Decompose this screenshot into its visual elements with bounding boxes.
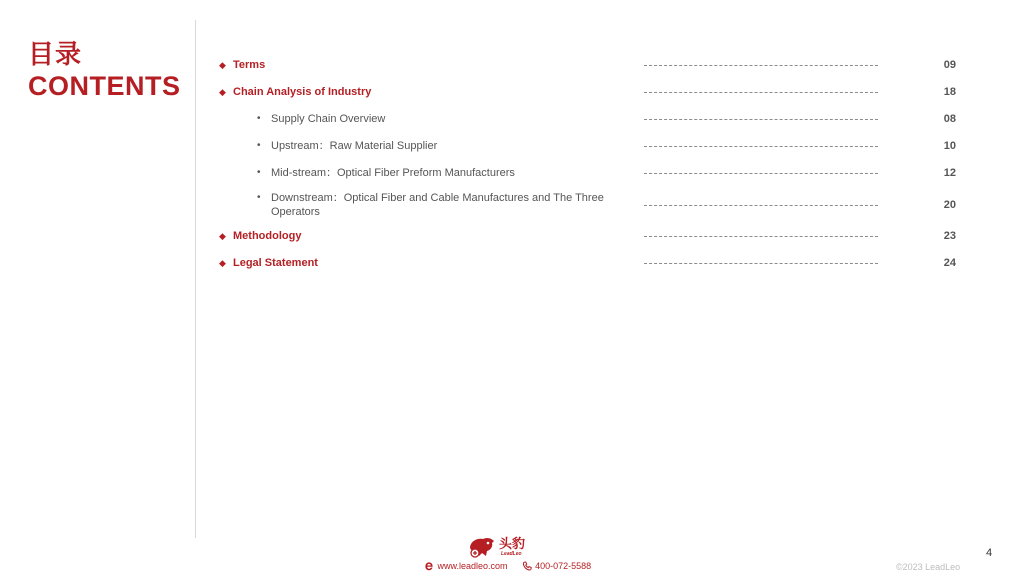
dotted-leader [644, 263, 878, 264]
dotted-leader [644, 119, 878, 120]
copyright-notice: ©2023 LeadLeo [896, 562, 961, 572]
toc-entry-label: Terms [233, 59, 266, 71]
toc-entry-label: Legal Statement [233, 257, 318, 269]
toc-page-number: 24 [943, 257, 956, 269]
toc-entry-label: Mid-stream：Optical Fiber Preform Manufacturers [271, 167, 515, 179]
phone-number: 400-072-5588 [535, 561, 592, 571]
toc-entry-label: Chain Analysis of Industry [233, 86, 372, 98]
toc-page-number: 08 [943, 113, 956, 125]
title-english: CONTENTS [28, 71, 181, 101]
round-bullet-icon: • [257, 192, 261, 203]
phone-icon [522, 560, 532, 572]
dotted-leader [644, 92, 878, 93]
round-bullet-icon: • [257, 140, 261, 151]
toc-page-number: 18 [943, 86, 956, 98]
toc-page-number: 20 [943, 199, 956, 211]
dotted-leader [644, 65, 878, 66]
round-bullet-icon: • [257, 167, 261, 178]
title-chinese: 目录 [28, 39, 83, 69]
toc-page-number: 23 [943, 230, 956, 242]
toc-page-number: 12 [943, 167, 956, 179]
leopard-logo-icon [468, 535, 496, 559]
round-bullet-icon: • [257, 113, 261, 124]
website-link[interactable]: www.leadleo.com [437, 561, 508, 571]
dotted-leader [644, 173, 878, 174]
toc-page-number: 10 [943, 140, 956, 152]
dotted-leader [644, 236, 878, 237]
diamond-bullet-icon: ◆ [219, 231, 226, 241]
toc-entry-label: Methodology [233, 230, 302, 242]
brand-name-english: LeadLeo [501, 551, 522, 557]
dotted-leader [644, 205, 878, 206]
toc-entry-label: Supply Chain Overview [271, 113, 386, 125]
web-e-icon [424, 560, 434, 572]
leadleo-logo [468, 535, 532, 561]
page-number: 4 [986, 547, 993, 559]
diamond-bullet-icon: ◆ [219, 258, 226, 268]
dotted-leader [644, 146, 878, 147]
toc-entry-label: Upstream：Raw Material Supplier [271, 140, 438, 152]
toc-page-number: 09 [943, 59, 956, 71]
diamond-bullet-icon: ◆ [219, 60, 226, 70]
brand-name-chinese: 头豹 [499, 536, 526, 551]
toc-entry-label: Downstream：Optical Fiber and Cable Manufactures and The Three Operators [271, 192, 604, 218]
footer-contact [424, 560, 591, 572]
diamond-bullet-icon: ◆ [219, 87, 226, 97]
